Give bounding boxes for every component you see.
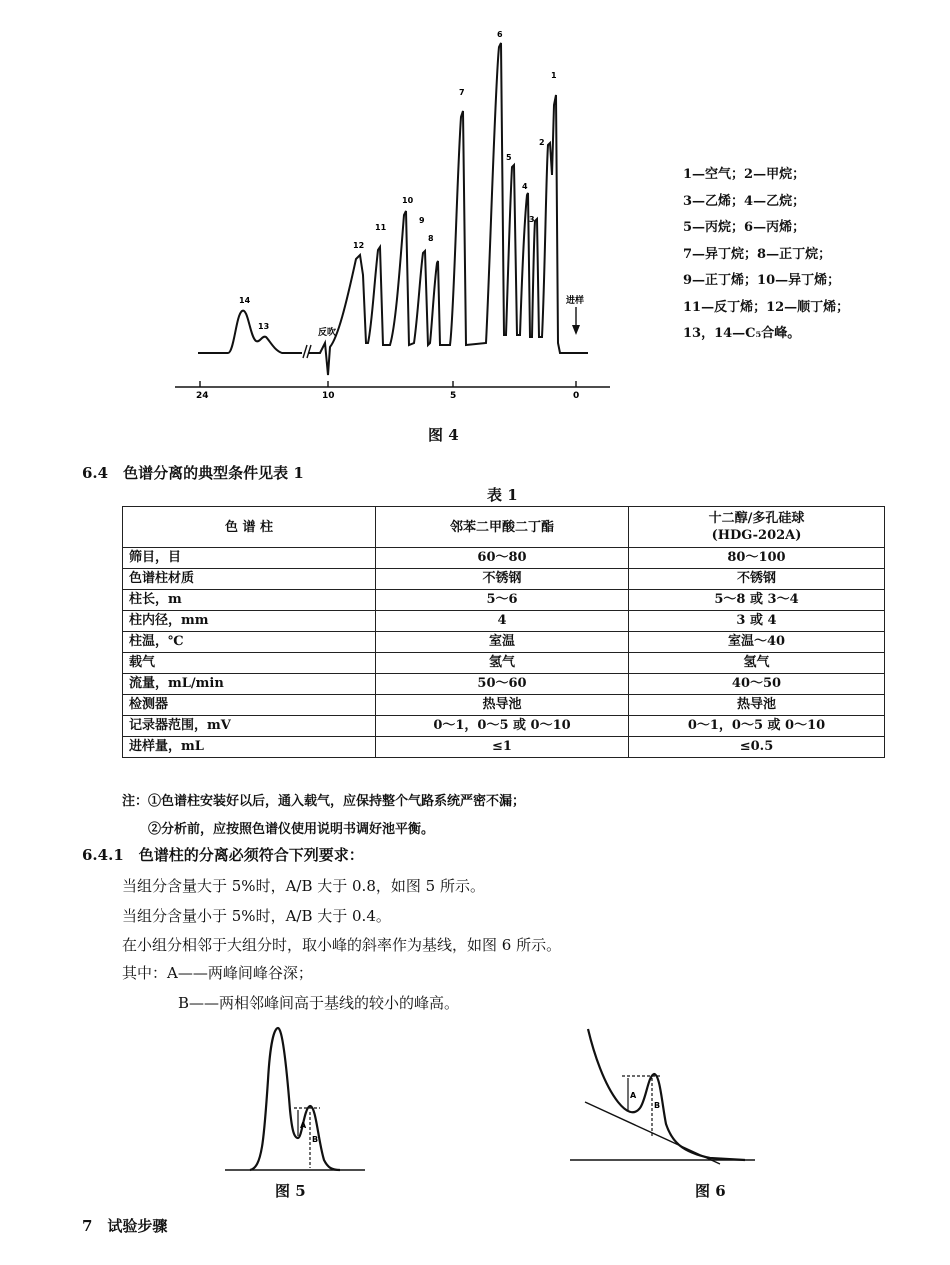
table-cell: 柱温，℃ — [123, 632, 376, 653]
figure-6-label-b: B — [654, 1101, 661, 1110]
figure-5-label-b: B — [312, 1135, 319, 1144]
peak-label-6: 6 — [497, 30, 503, 39]
axis-tick-0: 0 — [573, 391, 580, 401]
peak-label-14: 14 — [239, 296, 251, 305]
peak-label-2: 2 — [539, 138, 545, 147]
axis-break-mark — [303, 345, 311, 358]
figure-4-caption: 图 4 — [428, 426, 459, 444]
requirement-line-3: 在小组分相邻于大组分时，取小峰的斜率作为基线，如图 6 所示。 — [122, 936, 562, 954]
table-header-row — [123, 507, 885, 548]
peak-label-10: 10 — [402, 196, 414, 205]
table-cell: 80～100 — [629, 548, 885, 569]
table-cell: 5～6 — [376, 590, 629, 611]
inject-label: 进样 — [566, 296, 585, 306]
legend-line: 7—异丁烷；8—正丁烷； — [683, 246, 832, 262]
table-cell: 热导池 — [376, 695, 629, 716]
axis-tick-5: 5 — [450, 391, 457, 401]
chromatogram-trace — [198, 43, 588, 375]
table-cell: 柱长，m — [123, 590, 376, 611]
table-cell: 筛目，目 — [123, 548, 376, 569]
table-row — [123, 548, 885, 569]
legend-line: 9—正丁烯；10—异丁烯； — [683, 273, 841, 288]
legend-line: 11—反丁烯；12—顺丁烯； — [683, 299, 850, 315]
definition-b: B——两相邻峰间高于基线的较小的峰高。 — [178, 994, 460, 1012]
note-2: ②分析前，应按照色谱仪使用说明书调好池平衡。 — [148, 822, 435, 837]
section-6-4-1-heading: 6.4.1 色谱柱的分离必须符合下列要求： — [82, 846, 364, 864]
figure-5-caption: 图 5 — [275, 1182, 306, 1200]
table-row — [123, 674, 885, 695]
table-header-line: (HDG-202A) — [711, 528, 802, 543]
table-row — [123, 569, 885, 590]
peak-label-13: 13 — [258, 322, 270, 331]
requirement-line-2: 当组分含量小于 5%时，A/B 大于 0.4。 — [122, 907, 391, 925]
figure-5-label-a: A — [300, 1121, 307, 1130]
table-cell: ≤0.5 — [629, 737, 885, 758]
peak-label-12: 12 — [353, 241, 365, 250]
table-header: 色 谱 柱 — [123, 507, 376, 548]
table-row — [123, 653, 885, 674]
legend-line: 5—丙烷；6—丙烯； — [683, 220, 806, 235]
table-row — [123, 632, 885, 653]
requirement-line-1: 当组分含量大于 5%时，A/B 大于 0.8，如图 5 所示。 — [122, 877, 485, 895]
table-cell: 热导池 — [629, 695, 885, 716]
table-cell: 色谱柱材质 — [123, 569, 376, 590]
table-1 — [122, 506, 885, 758]
table-cell: 不锈钢 — [376, 569, 629, 590]
axis-tick-24: 24 — [196, 391, 209, 401]
table-cell: 60～80 — [376, 548, 629, 569]
table-row — [123, 695, 885, 716]
note-1: 注：①色谱柱安装好以后，通入载气，应保持整个气路系统严密不漏； — [122, 794, 526, 809]
legend-line: 1—空气；2—甲烷； — [683, 167, 806, 182]
table-row — [123, 611, 885, 632]
definition-a: 其中：A——两峰间峰谷深； — [122, 964, 313, 982]
table-cell: 0～1，0～5 或 0～10 — [629, 716, 885, 737]
table-cell: 氢气 — [629, 653, 885, 674]
table-cell: 0～1，0～5 或 0～10 — [376, 716, 629, 737]
table-row — [123, 716, 885, 737]
table-cell: 流量，mL/min — [123, 674, 376, 695]
backflush-label: 反吹 — [318, 328, 337, 338]
table-header: 邻苯二甲酸二丁酯 — [376, 507, 629, 548]
table-cell: 进样量，mL — [123, 737, 376, 758]
peak-label-5: 5 — [506, 153, 512, 162]
peak-label-8: 8 — [428, 234, 434, 243]
table-cell: 室温 — [376, 632, 629, 653]
table-header-line: 十二醇/多孔硅球 — [708, 511, 805, 526]
figure-6-caption: 图 6 — [695, 1182, 726, 1200]
table-cell: 氢气 — [376, 653, 629, 674]
table-cell: 记录器范围，mV — [123, 716, 376, 737]
table-cell: 检测器 — [123, 695, 376, 716]
table-cell: ≤1 — [376, 737, 629, 758]
table-1-title: 表 1 — [487, 486, 518, 504]
peak-label-9: 9 — [419, 216, 425, 225]
figure-4-chromatogram — [170, 25, 620, 415]
figure-6-label-a: A — [630, 1091, 637, 1100]
table-cell: 3 或 4 — [629, 611, 885, 632]
peak-label-1: 1 — [551, 71, 557, 80]
figure-6-diagram — [570, 1024, 760, 1169]
table-cell: 不锈钢 — [629, 569, 885, 590]
section-6-4-heading: 6.4 色谱分离的典型条件见表 1 — [82, 464, 304, 482]
legend-line: 3—乙烯；4—乙烷； — [683, 193, 806, 209]
figure-4-legend — [683, 162, 849, 348]
peak-label-4: 4 — [522, 182, 528, 191]
figure-5-diagram — [220, 1020, 370, 1172]
table-cell: 载气 — [123, 653, 376, 674]
table-cell: 5～8 或 3～4 — [629, 590, 885, 611]
axis-tick-10: 10 — [322, 391, 335, 401]
peak-label-7: 7 — [459, 88, 465, 97]
table-row — [123, 737, 885, 758]
table-cell: 40～50 — [629, 674, 885, 695]
figure-6-peak-trace — [588, 1029, 745, 1160]
table-row — [123, 590, 885, 611]
table-header — [629, 507, 885, 548]
peak-label-11: 11 — [375, 223, 387, 232]
legend-line: 13，14—C₅合峰。 — [683, 326, 801, 341]
table-cell: 室温～40 — [629, 632, 885, 653]
table-cell: 4 — [376, 611, 629, 632]
table-cell: 柱内径，mm — [123, 611, 376, 632]
figure-5-peak-trace — [250, 1028, 340, 1170]
table-cell: 50～60 — [376, 674, 629, 695]
section-7-heading: 7 试验步骤 — [82, 1217, 168, 1235]
peak-label-3: 3 — [529, 215, 535, 224]
